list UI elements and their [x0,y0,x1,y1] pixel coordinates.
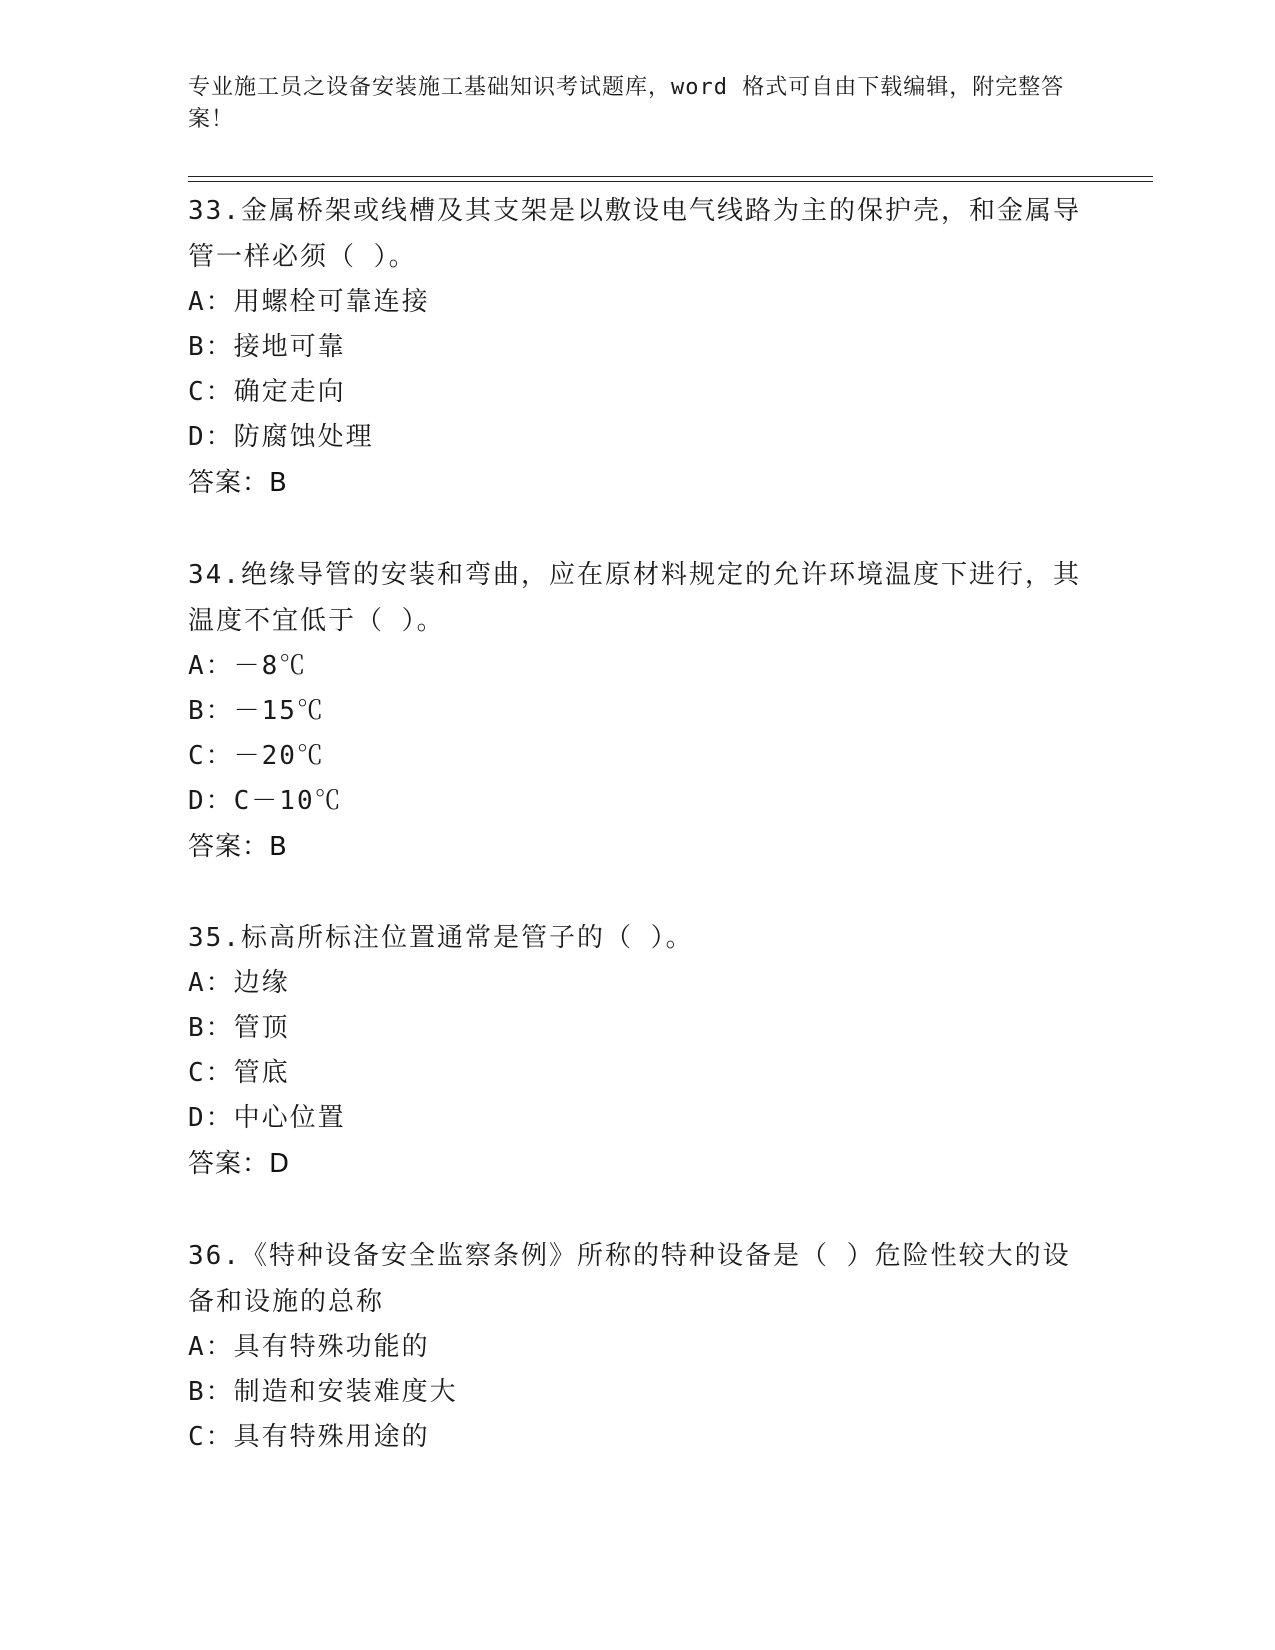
document-header [188,72,1068,136]
answer-label: 答案：B [188,468,288,498]
question-33 [188,188,1088,506]
option-c: C：管底 [188,1058,290,1088]
header-divider-top [188,176,1153,177]
question-stem: 36.《特种设备安全监察条例》所称的特种设备是（ ）危险性较大的设备和设施的总称 [188,1241,1071,1317]
option-c: C：－20℃ [188,741,325,771]
option-a: A：边缘 [188,968,290,998]
question-34 [188,552,1088,870]
option-a: A：－8℃ [188,651,308,681]
option-b: B：－15℃ [188,696,325,726]
option-b: B：接地可靠 [188,332,346,362]
question-stem: 34.绝缘导管的安装和弯曲，应在原材料规定的允许环境温度下进行，其温度不宜低于（ ）。 [188,560,1081,636]
answer-label: 答案：D [188,1149,291,1179]
option-d: D：中心位置 [188,1103,346,1133]
answer-label: 答案：B [188,832,288,862]
header-text: 专业施工员之设备安装施工基础知识考试题库，word 格式可自由下载编辑，附完整答案！ [188,75,1065,132]
option-c: C：确定走向 [188,377,346,407]
question-stem: 35.标高所标注位置通常是管子的（ ）。 [188,923,694,953]
header-divider-bottom [188,181,1153,182]
question-35 [188,915,1088,1187]
question-36 [188,1233,1088,1460]
option-b: B：管顶 [188,1013,290,1043]
option-a: A：具有特殊功能的 [188,1332,430,1362]
option-b: B：制造和安装难度大 [188,1377,458,1407]
option-d: D：防腐蚀处理 [188,422,374,452]
option-d: D：C－10℃ [188,786,343,816]
option-a: A：用螺栓可靠连接 [188,287,430,317]
option-c: C：具有特殊用途的 [188,1422,430,1452]
question-stem: 33.金属桥架或线槽及其支架是以敷设电气线路为主的保护壳，和金属导管一样必须（ ）。 [188,196,1081,272]
